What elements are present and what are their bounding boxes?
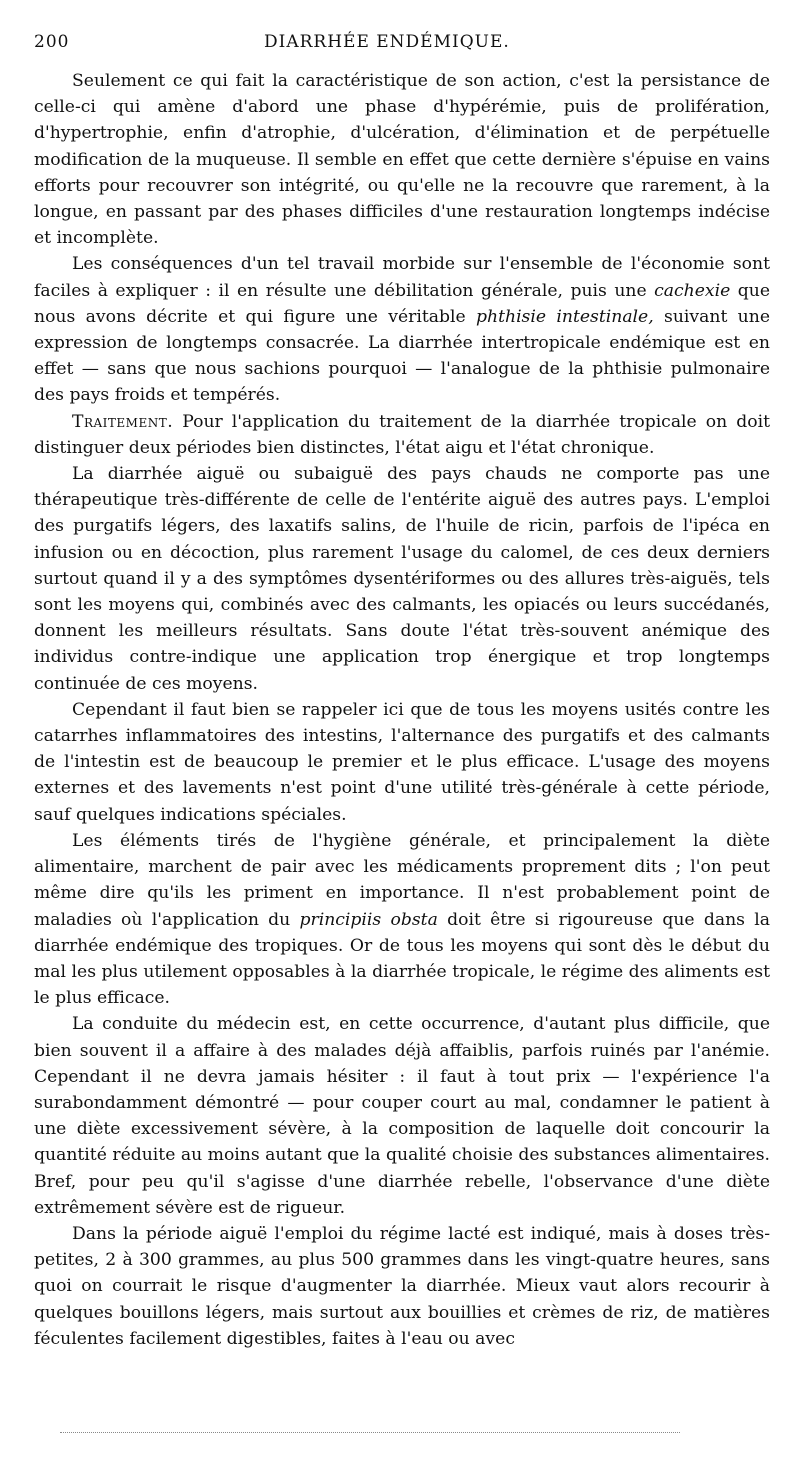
section-label-traitement: Traitement. [72,411,174,432]
running-title: DIARRHÉE ENDÉMIQUE. [264,32,510,52]
emphasis-principiis-obsta: principiis obsta [299,909,438,930]
paragraph-8: Dans la période aiguë l'emploi du régime lacté est indiqué, mais à doses très-petites, 2 à 300 grammes, au plus 500 grammes dans les vingt-quatre heures, sans quoi on courrait le risque d'augmenter la diarrhée. Mieux vaut alors recourir à quelques bouillons légers, mais surtout aux bouillies et crèmes de riz, de matières féculentes facilement digestibles, faites à l'eau ou avec [34,1223,770,1349]
paragraph-7: La conduite du médecin est, en cette occurrence, d'autant plus difficile, que bien souvent il a affaire à des malades déjà affaiblis, parfois ruinés par l'anémie. Cependant il ne devra jamais hésiter : il faut à tout prix — l'expérience l'a surabondamment démontré — pour couper court au mal, condamner le patient à une diète excessivement sévère, à la composition de laquelle doit concourir la quantité réduite au moins autant que la qualité choisie des substances alimentaires. Bref, pour peu qu'il s'agisse d'une diarrhée rebelle, l'observance d'une diète extrêmement sévère est de rigueur. [34,1014,770,1218]
paragraph-5: Cependant il faut bien se rappeler ici que de tous les moyens usités contre les catarrhes inflammatoires des intestins, l'alternance des purgatifs et des calmants de l'intestin est de beaucoup le premier et le plus efficace. L'usage des moyens externes et des lavements n'est point d'une utilité très-générale à cette période, sauf quelques indications spéciales. [34,699,770,825]
page-header [34,32,770,60]
paragraph-6: Les éléments tirés de l'hygiène générale, et principalement la diète alimentaire, marchent de pair avec les médicaments proprement dits ; l'on peut même dire qu'ils les priment en importance. Il n'est probablement point de maladies où l'application du principiis obsta doit être si rigoureuse que dans la diarrhée endémique des tropiques. Or de tous les moyens qui sont dès le début du mal les plus utilement opposables à la diarrhée tropicale, le régime des aliments est le plus efficace. [34,830,770,1009]
paragraph-2: Les conséquences d'un tel travail morbide sur l'ensemble de l'économie sont faciles à expliquer : il en résulte une débilitation générale, puis une cachexie que nous avons décrite et qui figure une véritable phthisie intestinale, suivant une expression de longtemps consacrée. La diarrhée intertropicale endémique est en effet — sans que nous sachions pourquoi — l'analogue de la phthisie pulmonaire des pays froids et tempérés. [34,254,770,406]
paragraph-4: La diarrhée aiguë ou subaiguë des pays chauds ne comporte pas une thérapeutique très-différente de celle de l'entérite aiguë des autres pays. L'emploi des purgatifs légers, des laxatifs salins, de l'huile de ricin, parfois de l'ipéca en infusion ou en décoction, plus rarement l'usage du calomel, de ces deux derniers surtout quand il y a des symptômes dysentériformes ou des allures très-aiguës, tels sont les moyens qui, combinés avec des calmants, les opiacés ou leurs succédanés, donnent les meilleurs résultats. Sans doute l'état très-souvent anémique des individus contre-indique une application trop énergique et trop longtemps continuée de ces moyens. [34,464,770,694]
emphasis-phthisie-intestinale: phthisie intestinale, [476,306,654,327]
emphasis-cachexie: cachexie [654,280,731,301]
footer-dotted-rule [60,1432,680,1433]
paragraph-3: Traitement. Pour l'application du traitement de la diarrhée tropicale on doit distinguer deux périodes bien distinctes, l'état aigu et l'état chronique. [34,411,770,458]
page-number: 200 [34,32,70,52]
paragraph-1: Seulement ce qui fait la caractéristique de son action, c'est la persistance de celle-ci qui amène d'abord une phase d'hypérémie, puis de prolifération, d'hypertrophie, enfin d'atrophie, d'ulcération, d'élimination et de perpétuelle modification de la muqueuse. Il semble en effet que cette dernière s'épuise en vains efforts pour recouvrer son intégrité, ou qu'elle ne la recouvre que rarement, à la longue, en passant par des phases difficiles d'une restauration longtemps indécise et incomplète. [34,71,770,249]
